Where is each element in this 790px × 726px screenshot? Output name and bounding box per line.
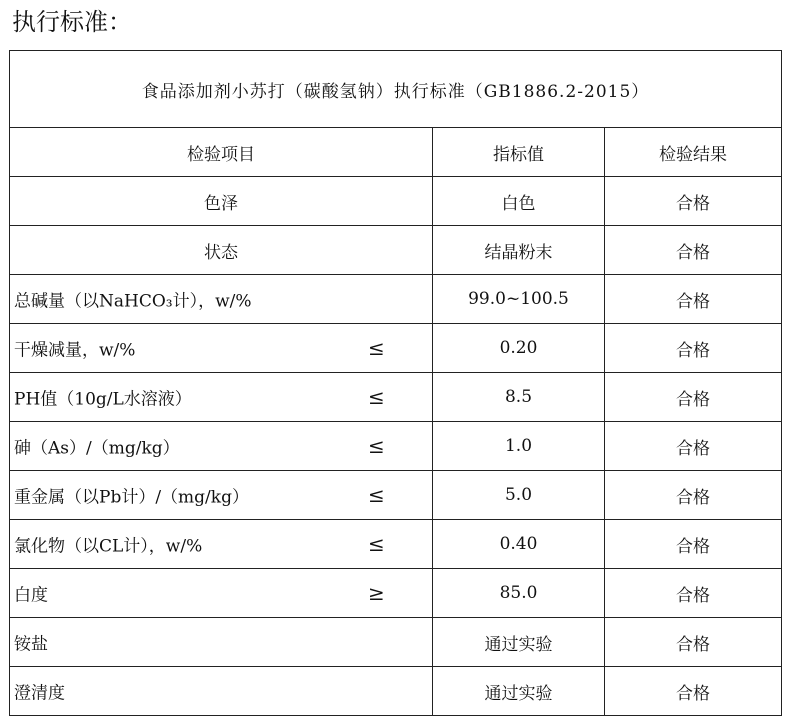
table-row xyxy=(10,373,782,422)
item-cell: 状态 xyxy=(10,226,433,275)
comparison-operator: ≤ xyxy=(368,434,385,458)
table-row xyxy=(10,275,782,324)
table-row xyxy=(10,618,782,667)
comparison-operator: ≤ xyxy=(368,336,385,360)
result-cell: 合格 xyxy=(605,520,782,569)
result-cell: 合格 xyxy=(605,177,782,226)
value-cell: 5.0 xyxy=(433,471,605,520)
item-name: 总碱量（以NaHCO₃计），w/% xyxy=(14,291,252,312)
page-heading: 执行标准： xyxy=(12,8,132,36)
item-name: 干燥减量，w/% xyxy=(14,340,136,361)
value-cell: 8.5 xyxy=(433,373,605,422)
item-cell xyxy=(10,569,433,618)
item-cell xyxy=(10,422,433,471)
standard-table xyxy=(9,50,782,716)
value-cell: 通过实验 xyxy=(433,618,605,667)
item-cell xyxy=(10,667,433,716)
value-cell: 0.40 xyxy=(433,520,605,569)
result-cell: 合格 xyxy=(605,471,782,520)
result-cell: 合格 xyxy=(605,226,782,275)
comparison-operator: ≤ xyxy=(368,532,385,556)
item-cell xyxy=(10,520,433,569)
item-cell: 色泽 xyxy=(10,177,433,226)
item-name: 铵盐 xyxy=(14,634,48,655)
comparison-operator: ≤ xyxy=(368,483,385,507)
item-name: 氯化物（以CL计），w/% xyxy=(14,536,203,557)
table-title: 食品添加剂小苏打（碳酸氢钠）执行标准（GB1886.2-2015） xyxy=(10,51,782,128)
item-cell xyxy=(10,275,433,324)
table-row xyxy=(10,226,782,275)
header-value: 指标值 xyxy=(433,128,605,177)
item-name: 澄清度 xyxy=(14,683,65,704)
value-cell: 99.0~100.5 xyxy=(433,275,605,324)
header-result: 检验结果 xyxy=(605,128,782,177)
table-row xyxy=(10,177,782,226)
table-header-row xyxy=(10,128,782,177)
table-row xyxy=(10,324,782,373)
value-cell: 0.20 xyxy=(433,324,605,373)
result-cell: 合格 xyxy=(605,373,782,422)
comparison-operator: ≤ xyxy=(368,385,385,409)
value-cell: 通过实验 xyxy=(433,667,605,716)
value-cell: 1.0 xyxy=(433,422,605,471)
value-cell: 85.0 xyxy=(433,569,605,618)
item-cell xyxy=(10,618,433,667)
table-row xyxy=(10,667,782,716)
table-row xyxy=(10,569,782,618)
value-cell: 结晶粉末 xyxy=(433,226,605,275)
comparison-operator: ≥ xyxy=(368,581,385,605)
table-title-row xyxy=(10,51,782,128)
item-name: 重金属（以Pb计）/（mg/kg） xyxy=(14,487,249,508)
item-cell xyxy=(10,324,433,373)
table-row xyxy=(10,520,782,569)
result-cell: 合格 xyxy=(605,275,782,324)
result-cell: 合格 xyxy=(605,618,782,667)
item-name: 砷（As）/（mg/kg） xyxy=(14,438,180,459)
result-cell: 合格 xyxy=(605,324,782,373)
table-row xyxy=(10,471,782,520)
result-cell: 合格 xyxy=(605,422,782,471)
item-cell xyxy=(10,373,433,422)
item-name: PH值（10g/L水溶液） xyxy=(14,389,192,410)
header-item: 检验项目 xyxy=(10,128,433,177)
result-cell: 合格 xyxy=(605,569,782,618)
item-name: 白度 xyxy=(14,585,48,606)
result-cell: 合格 xyxy=(605,667,782,716)
item-cell xyxy=(10,471,433,520)
table-row xyxy=(10,422,782,471)
value-cell: 白色 xyxy=(433,177,605,226)
